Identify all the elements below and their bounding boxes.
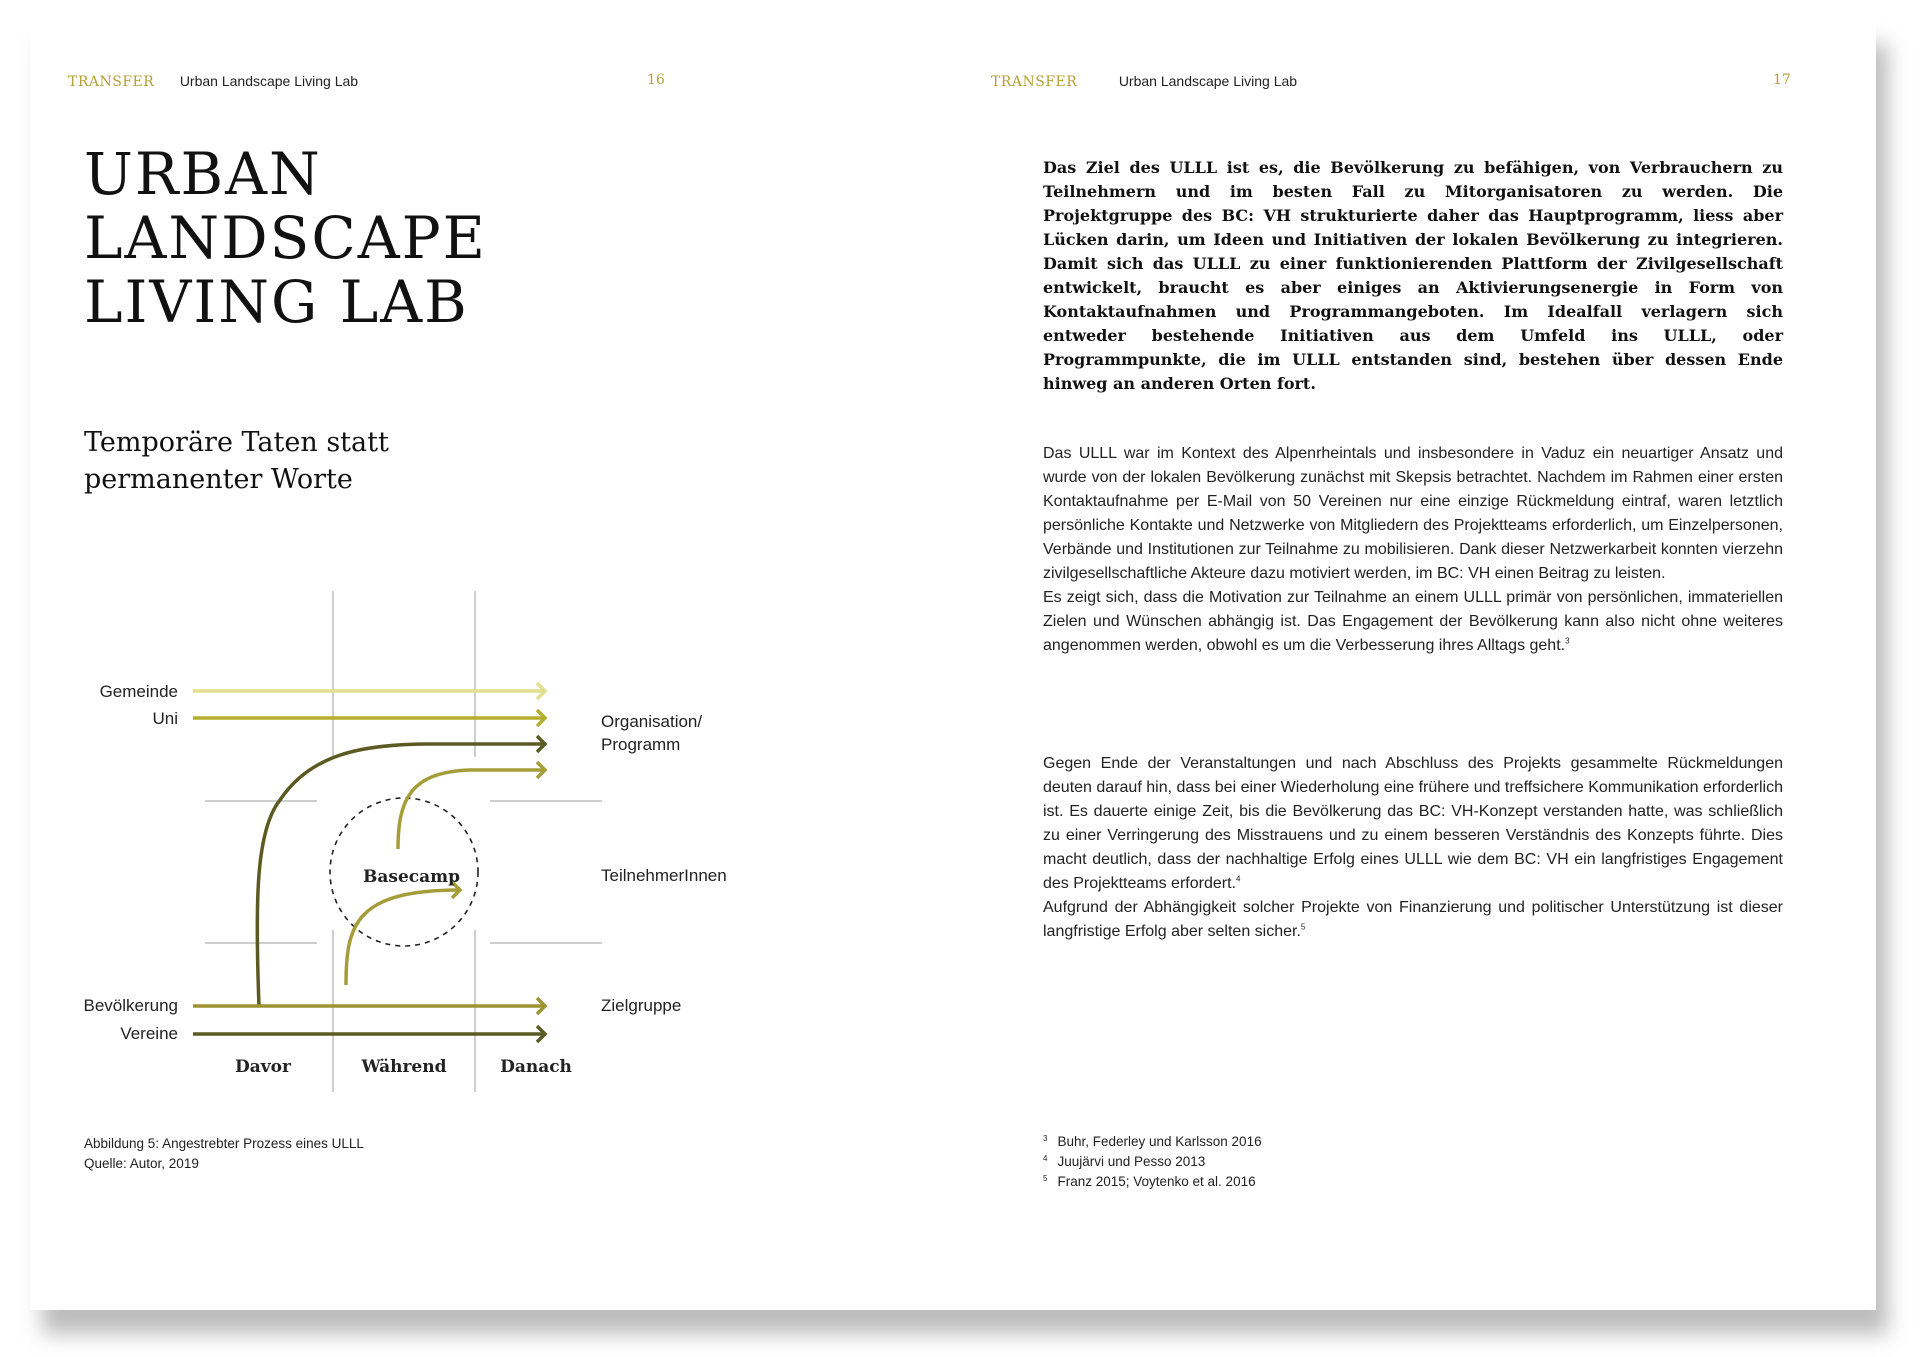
- label-basecamp: Basecamp: [363, 867, 461, 887]
- paragraph-text: [1043, 752, 1783, 896]
- page-subtitle: [84, 424, 504, 498]
- caption-line: Abbildung 5: Angestrebter Prozess eines ULLL: [84, 1136, 364, 1151]
- footnote-ref: 5: [1300, 922, 1306, 932]
- caption-line: Quelle: Autor, 2019: [84, 1156, 199, 1171]
- body-paragraph: [1043, 752, 1783, 944]
- running-header: [991, 72, 1297, 92]
- arrow-into-basecamp: [346, 890, 460, 985]
- paragraph-text: Es zeigt sich, dass die Motivation zur Teilnahme an einem ULLL primär von persönlichen, immateriellen Zielen und Wünschen abhängig ist. Das Engagement der Bevölkerung kann also nicht ohne weiteres angenommen werden, obwohl es um die Verbesserung ihres Alltags geht.: [1043, 589, 1783, 654]
- process-diagram: [30, 580, 953, 1100]
- label-uni: Uni: [152, 709, 178, 728]
- footnote-ref: 4: [1235, 874, 1241, 884]
- chapter-title: Urban Landscape Living Lab: [1118, 73, 1298, 89]
- footnote-text: Buhr, Federley und Karlsson 2016: [1057, 1134, 1262, 1149]
- subtitle-line: permanenter Worte: [84, 464, 353, 495]
- phase-waehrend: Während: [361, 1057, 447, 1077]
- label-teilnehmer: TeilnehmerInnen: [601, 866, 727, 885]
- label-bevoelkerung: Bevölkerung: [83, 996, 178, 1015]
- footnotes: [1043, 1132, 1262, 1192]
- paragraph-text: Aufgrund der Abhängigkeit solcher Projekte von Finanzierung und politischer Unterstützung ist dieser langfristige Erfolg aber selten sicher.: [1043, 899, 1783, 940]
- footnote-text: Franz 2015; Voytenko et al. 2016: [1057, 1174, 1256, 1189]
- right-page: [953, 20, 1876, 1310]
- phase-davor: Davor: [235, 1057, 291, 1077]
- figure-caption: [84, 1134, 364, 1174]
- label-organisation: Organisation/: [601, 712, 703, 731]
- footnote: [1043, 1152, 1262, 1172]
- paragraph-text: [1043, 896, 1783, 944]
- section-label: TRANSFER: [991, 74, 1078, 90]
- page-title: [84, 142, 604, 334]
- footnote: [1043, 1172, 1262, 1192]
- arrows: [193, 691, 545, 1034]
- footnote-number: 5: [1043, 1173, 1048, 1183]
- arrow-heads: [452, 683, 545, 1042]
- chapter-title: Urban Landscape Living Lab: [179, 73, 359, 89]
- title-line: LANDSCAPE: [84, 204, 488, 272]
- lead-paragraph: Das Ziel des ULLL ist es, die Bevölkerung zu befähigen, von Verbrauchern zu Teilnehmern und im besten Fall zu Mitorganisatoren zu werden. Die Projektgruppe des BC: VH strukturierte daher das Hauptprogramm, liess aber Lücken darin, um Ideen und Initiativen der lokalen Bevölkerung zu integrieren. Damit sich das ULLL zu einer funktionierenden Plattform der Zivilgesellschaft entwickelt, braucht es aber einiges an Aktivierungsenergie in Form von Kontaktaufnahmen und Programmangeboten. Im Idealfall verlagern sich entweder bestehende Initiativen aus dem Umfeld ins ULLL, oder Programmpunkte, die im ULLL entstanden sind, bestehen über dessen Ende hinweg an anderen Orten fort.: [1043, 158, 1783, 393]
- footnote-text: Juujärvi und Pesso 2013: [1057, 1154, 1206, 1169]
- title-line: URBAN: [84, 140, 322, 208]
- footnote-number: 3: [1043, 1133, 1048, 1143]
- label-zielgruppe: Zielgruppe: [601, 996, 682, 1015]
- section-label: TRANSFER: [68, 74, 155, 90]
- page-number: 16: [647, 72, 665, 88]
- label-vereine: Vereine: [120, 1024, 178, 1043]
- paragraph-text: Das ULLL war im Kontext des Alpenrheintals und insbesondere in Vaduz ein neuartiger Ansatz und wurde von der lokalen Bevölkerung zunächst mit Skepsis betrachtet. Nachdem im Rahmen einer ersten Kontaktaufnahme per E-Mail von 50 Vereinen nur eine einzige Rückmeldung eintraf, waren letztlich persönliche Kontakte und Netzwerke von Mitgliedern des Projektteams erforderlich, um Einzelpersonen, Verbände und Institutionen zur Teilnahme zu mobilisieren. Dank dieser Netzwerkarbeit konnten vierzehn zivilgesellschaftliche Akteure dazu motiviert werden, im BC: VH einen Beitrag zu leisten.: [1043, 445, 1783, 582]
- phase-danach: Danach: [500, 1057, 572, 1077]
- paragraph-text: Gegen Ende der Veranstaltungen und nach Abschluss des Projekts gesammelte Rückmeldungen deuten darauf hin, dass bei einer Wiederholung eine frühere und treffsichere Kommunikation erforderlich ist. Es dauerte einige Zeit, bis die Bevölkerung das BC: VH-Konzept verstanden hatte, was schließlich zu einer Verringerung des Misstrauens und zu einem besseren Verständnis des Konzepts führte. Dies macht deutlich, dass der nachhaltige Erfolg eines ULLL wie dem BC: VH ein langfristiges Engagement des Projektteams erfordert.: [1043, 755, 1783, 892]
- paper: [30, 20, 1876, 1310]
- paragraph-text: [1043, 586, 1783, 658]
- subtitle-line: Temporäre Taten statt: [84, 427, 389, 458]
- label-programm: Programm: [601, 735, 681, 754]
- running-header: [68, 72, 358, 92]
- title-line: LIVING LAB: [84, 268, 469, 336]
- footnote-number: 4: [1043, 1153, 1048, 1163]
- page-number: 17: [1773, 72, 1791, 88]
- label-gemeinde: Gemeinde: [99, 682, 178, 701]
- body-paragraph: [1043, 442, 1783, 658]
- arrow-basecamp-to-programm: [398, 770, 545, 849]
- footnote: [1043, 1132, 1262, 1152]
- left-page: [30, 20, 953, 1310]
- footnote-ref: 3: [1565, 636, 1570, 646]
